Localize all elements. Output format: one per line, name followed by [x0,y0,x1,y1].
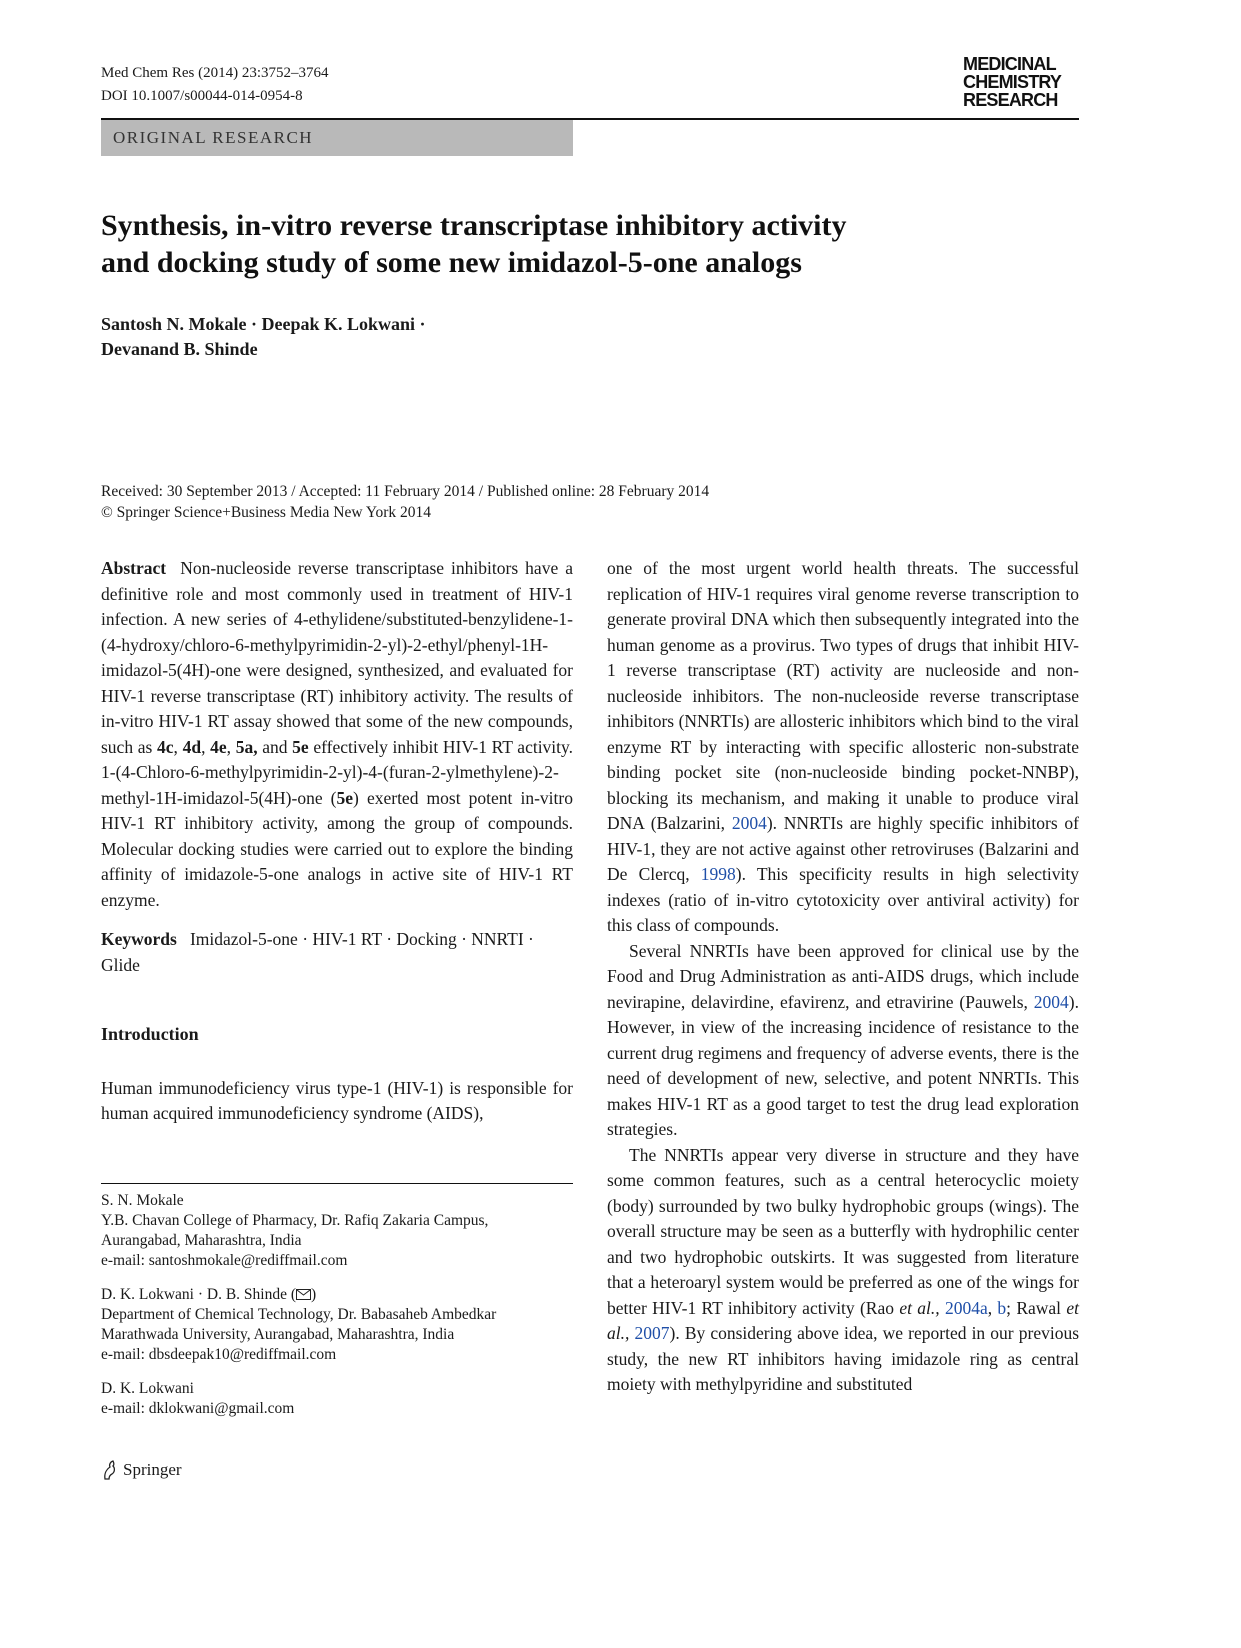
right-paragraph-2 [607,939,1079,1143]
affiliation-1 [101,1191,573,1271]
affiliation-3-name: D. K. Lokwani [101,1380,194,1397]
text: ). By considering above idea, we reported in our previous study, the new RT inhibitors having imidazole ring as central moiety with methylpyridine and substituted [607,1323,1080,1394]
text: ). This specificity results in high selectivity indexes (ratio of in-vitro cytotoxicity over antiviral activity) for this class of compounds. [607,864,1079,935]
abstract-text-2: effectively inhibit HIV-1 RT activity. 1-(4-Chloro-6-methylpyrimidin-2-yl)-4-(furan-2-ylmethylene)-2-methyl-1H-imidazol-5(4H)-one ( [101,736,574,808]
keywords-label: Keywords [101,929,177,949]
sep: , [987,1297,998,1318]
keywords-text: Imidazol-5-one · HIV-1 RT · Docking · NNRTI · Glide [101,929,534,975]
article-dates [101,481,1081,523]
compound-5e-ref: 5e [336,787,354,808]
article-title [101,207,1081,281]
et-al: et al., [899,1297,940,1318]
affiliation-2-institution: Department of Chemical Technology, Dr. Babasaheb Ambedkar [101,1306,497,1323]
envelope-icon [296,1289,311,1300]
compound-5e: 5e [292,736,309,757]
authors [101,312,801,362]
publisher-footer [101,1459,182,1481]
ref-rao-2004a[interactable]: 2004a [944,1297,988,1318]
right-paragraph-1 [607,556,1079,939]
right-paragraph-3 [607,1143,1079,1398]
affiliation-2 [101,1285,573,1365]
text: ; Rawal [1006,1297,1067,1318]
affiliation-3-email[interactable]: e-mail: dklokwani@gmail.com [101,1400,295,1417]
sep: , [173,736,183,757]
affiliation-1-email[interactable]: e-mail: santoshmokale@rediffmail.com [101,1252,348,1269]
ref-rawal-2007[interactable]: 2007 [634,1323,670,1343]
journal-logo [963,55,1061,109]
doi: DOI 10.1007/s00044-014-0954-8 [101,88,303,104]
logo-line-1: MEDICINAL [963,54,1056,74]
abstract-label: Abstract [101,558,167,578]
text: Several NNRTIs have been approved for clinical use by the Food and Drug Administration as anti-AIDS drugs, which include nevirapine, delavirdine, efavirenz, and etravirine (Pauwels, [607,940,1079,1012]
right-column [607,556,1079,1398]
logo-line-3: RESEARCH [963,90,1058,110]
compound-4e: 4e [210,736,227,757]
sep: and [257,736,293,757]
affiliation-1-city: Aurangabad, Maharashtra, India [101,1232,302,1249]
introduction-text: Human immunodeficiency virus type-1 (HIV-1) is responsible for human acquired immunodeficiency syndrome (AIDS), [101,1077,573,1123]
affiliations [101,1191,573,1433]
title-line-2: and docking study of some new imidazol-5-one analogs [101,246,802,279]
abstract-text-3: ) exerted most potent in-vitro HIV-1 RT inhibitory activity, among the group of compounds. Molecular docking studies were carried out to explore the binding affinity of imidazole-5-one analogs in active site of HIV-1 RT enzyme. [101,787,573,910]
compound-5a: 5a, [235,736,258,757]
affiliation-1-institution: Y.B. Chavan College of Pharmacy, Dr. Rafiq Zakaria Campus, [101,1212,489,1229]
left-column [101,556,573,1127]
ref-balzarini-2004[interactable]: 2004 [731,813,767,833]
text: one of the most urgent world health threats. The successful replication of HIV-1 requires viral genome reverse transcription to generate proviral DNA which then subsequently integrated into the human genome as a provirus. Two types of drugs that inhibit HIV-1 reverse transcriptase (RT) activity are nucleoside and non-nucleoside inhibitors. The non-nucleoside reverse transcriptase inhibitors (NNRTIs) are allosteric inhibitors which bind to the viral enzyme RT by interacting with specific allosteric non-substrate binding pocket site (non-nucleoside binding pocket-NNBP), blocking its mechanism, and making it unable to produce viral DNA (Balzarini, [607,558,1079,833]
authors-line-1: Santosh N. Mokale · Deepak K. Lokwani · [101,314,426,334]
journal-citation: Med Chem Res (2014) 23:3752–3764 [101,65,329,81]
affiliation-1-name: S. N. Mokale [101,1192,184,1209]
affiliation-2-email[interactable]: e-mail: dbsdeepak10@rediffmail.com [101,1346,337,1363]
section-banner: ORIGINAL RESEARCH [101,120,573,156]
keywords [101,927,573,978]
et-al: et al., [607,1297,1079,1343]
affiliation-2-city: Marathwada University, Aurangabad, Maharashtra, India [101,1326,455,1343]
abstract-text-1: Non-nucleoside reverse transcriptase inhibitors have a definitive role and most commonly used in treatment of HIV-1 infection. A new series of 4-ethylidene/substituted-benzylidene-1-(4-hydroxy/chloro-6-methylpyrimidin-2-yl)-2-ethyl/phenyl-1H-imidazol-5(4H)-one were designed, synthesized, and evaluated for HIV-1 reverse transcriptase (RT) inhibitory activity. The results of in-vitro HIV-1 RT assay showed that some of the new compounds, such as [101,558,574,757]
abstract [101,556,573,913]
springer-horse-icon [101,1459,119,1481]
compound-4c: 4c [157,736,174,757]
compound-4d: 4d [182,736,202,757]
text: ). However, in view of the increasing incidence of resistance to the current drug regimens and frequency of adverse events, there is the need of development of new, selective, and potent NNRTIs. This makes HIV-1 RT as a good target to test the drug lead exploration strategies. [607,991,1079,1139]
envelope-icon-shape [297,1290,310,1299]
affiliation-2-name: D. K. Lokwani · D. B. Shinde ( [101,1286,297,1303]
ref-balzarini-1998[interactable]: 1998 [700,864,736,884]
copyright: © Springer Science+Business Media New York 2014 [101,504,432,521]
sep: , [226,736,236,757]
received-accepted-published: Received: 30 September 2013 / Accepted: 11 February 2014 / Published online: 28 February 2014 [101,483,710,500]
sep: , [201,736,211,757]
authors-line-2: Devanand B. Shinde [101,339,258,359]
ref-pauwels-2004[interactable]: 2004 [1033,991,1069,1012]
text: ). NNRTIs are highly specific inhibitors of HIV-1, they are not active against other retroviruses (Balzarini and De Clercq, [607,813,1080,884]
logo-line-2: CHEMISTRY [963,72,1062,92]
footnote-rule [101,1183,573,1184]
introduction-heading: Introduction [101,1024,199,1044]
affiliation-3 [101,1379,573,1419]
affiliation-2-name-end: ) [311,1286,317,1303]
title-line-1: Synthesis, in-vitro reverse transcriptase inhibitory activity [101,209,847,242]
text: The NNRTIs appear very diverse in structure and they have some common features, such as a central heterocyclic moiety (body) surrounded by two bulky hydrophobic groups (wings). The overall structure may be seen as a butterfly with hydrophilic center and two hydrophobic outskirts. It was suggested from literature that a heteroaryl system would be preferred as one of the wings for better HIV-1 RT inhibitory activity (Rao [607,1144,1079,1318]
publisher-name: Springer [123,1460,182,1479]
ref-rao-2004b[interactable]: b [997,1297,1007,1318]
